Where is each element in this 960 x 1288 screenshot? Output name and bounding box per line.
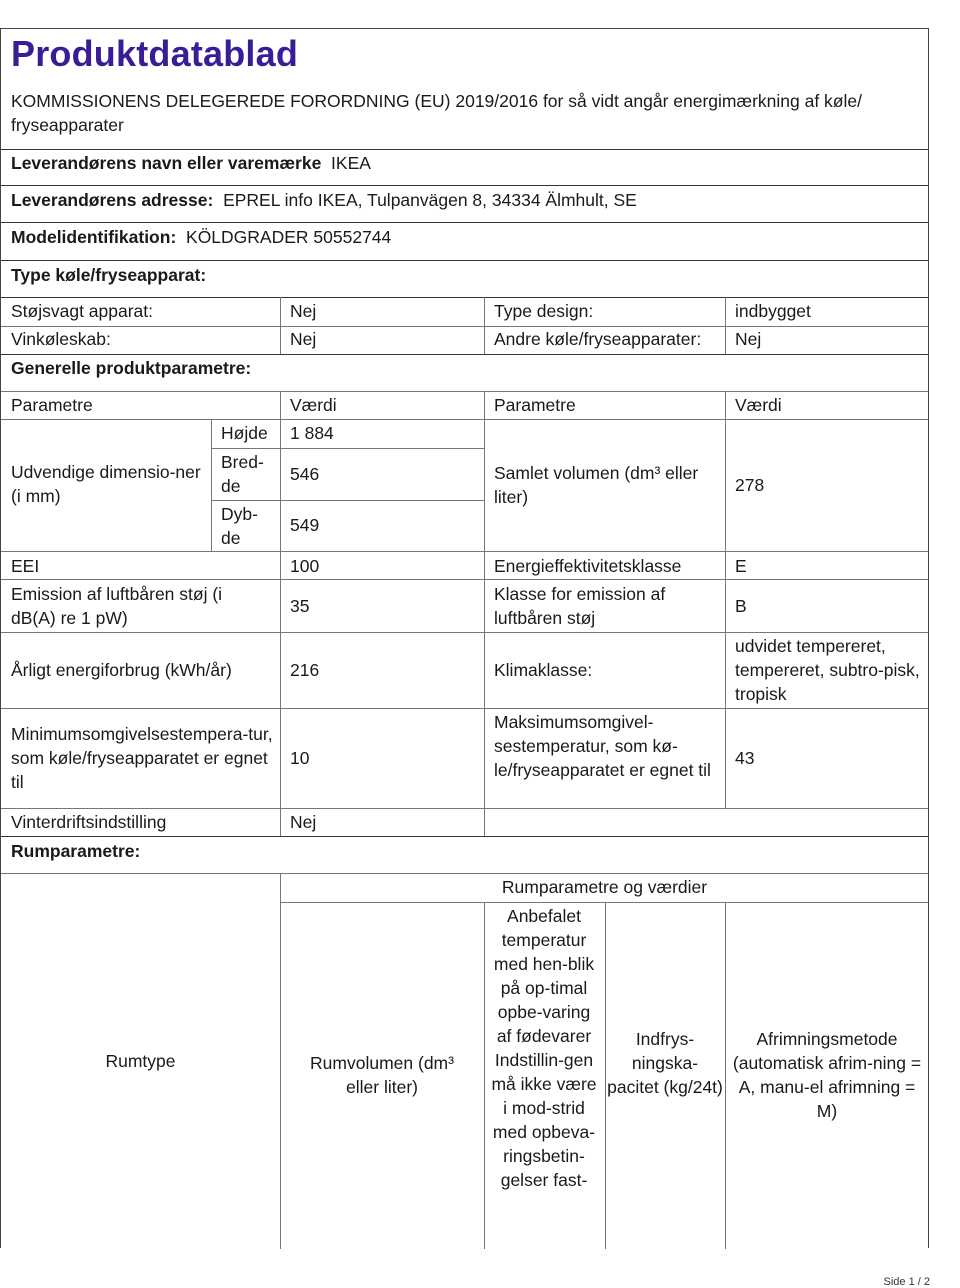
room-heading: Rumparametre: [11,841,141,861]
class-value: E [735,556,747,576]
page-title: Produktdatablad [11,33,299,74]
noise-class-label: Klasse for emission af luftbåren støj [494,584,666,628]
col-divider [280,873,281,1249]
col-divider [280,297,281,355]
general-heading: Generelle produktparametre: [11,358,252,378]
design-value: indbygget [735,301,811,321]
divider [1,260,928,261]
min-temp-value: 10 [290,748,310,768]
other-label: Andre køle/fryseapparater: [494,329,702,349]
supplier-name-value: IKEA [331,153,371,173]
max-temp-value: 43 [735,748,755,768]
col-divider [484,391,485,836]
eei-label: EEI [11,556,40,576]
winter-label: Vinterdriftsindstilling [11,812,167,832]
volume-label: Samlet volumen (dm³ eller liter) [494,463,699,507]
width-label: Bred-de [221,452,264,496]
divider [1,149,928,150]
col-divider [725,297,726,355]
recommended-temp-header: Anbefalet temperatur med hen-blik på op-timal opbe-varing af fødevarer Indstillin-gen må ikke være i mod-strid med opbeva-ringsbetin-gelser fast- [491,906,597,1190]
divider [1,185,928,186]
supplier-address-row [11,188,637,212]
col-divider [605,902,606,1249]
quiet-value: Nej [290,301,317,321]
dimensions-label: Udvendige dimensio-ner (i mm) [11,462,201,506]
type-heading: Type køle/fryseapparat: [11,265,207,285]
divider [1,579,928,580]
col-divider [725,391,726,808]
room-volume-header: Rumvolumen (dm³ eller liter) [310,1053,454,1097]
quiet-label: Støjsvagt apparat: [11,301,154,321]
divider [1,419,928,420]
col-divider [484,902,485,1249]
divider [1,708,928,709]
model-value: KÖLDGRADER 50552744 [186,227,392,247]
noise-class-value: B [735,596,747,616]
divider [280,902,928,903]
col-divider [280,391,281,836]
divider [1,222,928,223]
min-temp-label: Minimumsomgivelsestempera-tur, som køle/fryseapparatet er egnet til [11,724,273,792]
energy-label: Årligt energiforbrug (kWh/år) [11,660,232,680]
height-label: Højde [221,423,268,443]
divider [1,836,928,837]
wine-label: Vinkøleskab: [11,329,111,349]
value-col-header-2: Værdi [735,395,782,415]
regulation-subtitle: KOMMISSIONENS DELEGEREDE FORORDNING (EU) 2019/2016 for så vidt angår energimærkning af køle/ fryseapparater [11,91,862,135]
model-label: Modelidentifikation: [11,227,177,247]
col-divider [211,419,212,551]
defrost-method-header: Afrimningsmetode (automatisk afrim-ning = A, manu-el afrimning = M) [732,1029,922,1121]
climate-value: udvidet tempereret, tempereret, subtro-pisk, tropisk [735,636,920,704]
param-col-header-2: Parametre [494,395,576,415]
room-group-header: Rumparametre og værdier [501,877,708,897]
climate-label: Klimaklasse: [494,660,593,680]
supplier-address-value: EPREL info IKEA, Tulpanvägen 8, 34334 Älmhult, SE [223,190,637,210]
divider [1,354,928,355]
design-label: Type design: [494,301,594,321]
depth-value: 549 [290,515,320,535]
page-number: Side 1 / 2 [883,1276,930,1288]
energy-value: 216 [290,660,320,680]
divider [211,500,484,501]
class-label: Energieffektivitetsklasse [494,556,682,576]
col-divider [484,297,485,355]
winter-value: Nej [290,812,317,832]
divider [1,391,928,392]
supplier-name-row [11,151,371,175]
param-col-header: Parametre [11,395,93,415]
col-divider [725,902,726,1249]
product-data-sheet [0,28,929,1248]
divider [1,297,928,298]
max-temp-label: Maksimumsomgivel-sestemperatur, som kø-le/fryseapparatet er egnet til [494,712,711,780]
value-col-header: Værdi [290,395,337,415]
height-value: 1 884 [290,423,334,443]
freeze-capacity-header: Indfrys-ningska-pacitet (kg/24t) [607,1029,723,1097]
depth-label: Dyb-de [221,504,258,548]
divider [1,632,928,633]
width-value: 546 [290,464,320,484]
divider [1,326,928,327]
noise-value: 35 [290,596,310,616]
divider [211,448,484,449]
volume-value: 278 [735,475,765,495]
room-type-header: Rumtype [105,1051,176,1071]
wine-value: Nej [290,329,317,349]
other-value: Nej [735,329,762,349]
eei-value: 100 [290,556,320,576]
divider [1,551,928,552]
supplier-address-label: Leverandørens adresse: [11,190,214,210]
divider [1,808,928,809]
noise-label: Emission af luftbåren støj (i dB(A) re 1 pW) [11,584,223,628]
divider [1,873,928,874]
supplier-name-label: Leverandørens navn eller varemærke [11,153,322,173]
model-row [11,225,391,249]
